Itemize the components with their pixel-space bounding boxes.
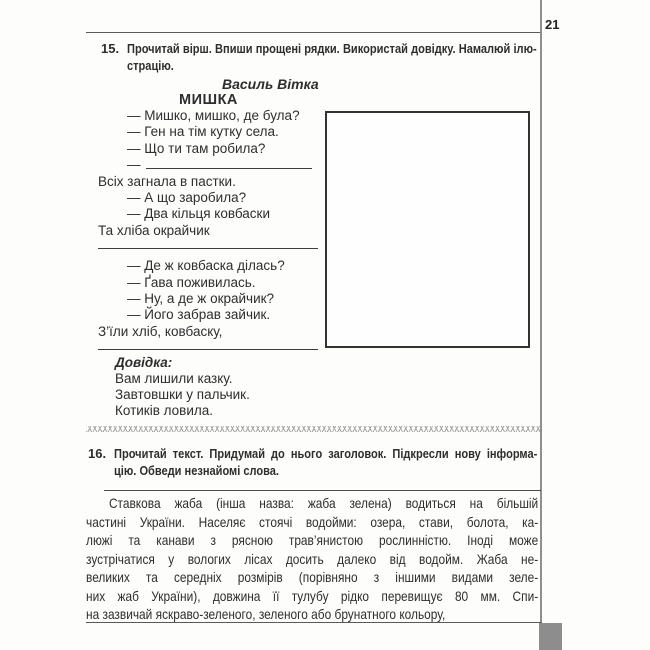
poem-line [98, 206, 322, 222]
exercise-15-number: 15. [101, 41, 120, 56]
reference-line: Вам лишили казку. [115, 371, 233, 386]
poem-line [98, 223, 322, 239]
exercise-15 [101, 41, 538, 74]
poem-line [98, 307, 322, 323]
poem-line-text: — Ґава поживилась. [127, 274, 256, 290]
paragraph-line: них жаб України), довжина її тулубу рідко перевищує 80 мм. Спи- [86, 587, 539, 604]
illustration-box [325, 111, 530, 348]
reference-items [115, 371, 250, 419]
paragraph-line: на зазвичай яскраво-зеленого, зеленого або брунатного кольору, [86, 606, 446, 622]
paragraph-line: зустрічатися у вологих лісах досить далеко від водойм. Жаба не- [86, 550, 539, 567]
poem-line [98, 291, 322, 307]
poem-line [98, 157, 322, 173]
bottom-rule [86, 622, 542, 623]
paragraph-line: люжі та канави з рясною трав’янистою рослинністю. Іноді може [86, 532, 539, 548]
poem-line [98, 275, 322, 291]
header-rule [86, 32, 542, 33]
section-divider-chain [86, 426, 542, 432]
reading-text [86, 494, 538, 624]
instruction-line: цію. Обведи незнайомі слова. [114, 462, 280, 478]
paragraph-line: Ставкова жаба (інша назва: жаба зелена) водиться на більшій [108, 495, 539, 511]
exercise-16-instruction [114, 446, 612, 479]
poem-line [98, 108, 322, 124]
poem-line-text: — [127, 157, 141, 173]
reference-line: Завтовшки у пальчик. [115, 387, 250, 402]
instruction-line: Прочитай текст. Придумай до нього заголовок. Підкресли нову інформа- [114, 446, 538, 461]
page-corner-tab [539, 623, 562, 650]
poem-line [98, 174, 322, 190]
poem-line [98, 190, 322, 206]
paragraph-line: частині України. Населяє стоячі водойми: озера, стави, болота, ка- [86, 513, 539, 530]
reference-line: Котиків ловила. [115, 403, 214, 418]
poem-line-text: — Мишко, мишко, де була? [127, 108, 300, 123]
poem-line-text: — Два кільця ковбаски [127, 206, 270, 222]
paragraph-line: великих та середніх розмірів (порівняно з іншими видами зеле- [86, 569, 539, 585]
instruction-line: страцію. [127, 57, 174, 73]
poem-line-text: З’їли хліб, ковбаску, [98, 323, 223, 339]
poem-line-text: — Ген на тім кутку села. [127, 124, 279, 140]
poem-line [98, 124, 322, 140]
poem [98, 108, 322, 359]
poem-line-text: — Його забрав зайчик. [127, 307, 271, 323]
poem-line [98, 258, 322, 274]
answer-blank-line [146, 158, 312, 169]
poem-line-text: — А що заробила? [127, 189, 247, 205]
page-edge-rule [540, 0, 542, 623]
poem-line [98, 141, 322, 157]
poem-line [98, 324, 322, 340]
instruction-line: Прочитай вірш. Впиши прощені рядки. Використай довідку. Намалюй ілю- [127, 41, 537, 56]
poem-title: МИШКА [179, 92, 238, 108]
poem-line-text: Та хліба окрайчик [98, 222, 210, 238]
exercise-15-instruction [127, 41, 609, 74]
poem-line-text: Всіх загнала в пастки. [98, 173, 236, 189]
title-answer-line [104, 484, 541, 491]
exercise-16-number: 16. [88, 446, 107, 461]
poem-line-text: — Де ж ковбаска ділась? [127, 258, 285, 274]
poem-line-text: — Що ти там робила? [127, 140, 266, 156]
page-number: 21 [545, 17, 560, 32]
poem-line [98, 239, 318, 249]
reference-block [115, 355, 250, 419]
exercise-16 [88, 446, 538, 479]
poem-author: Василь Вітка [222, 76, 319, 92]
poem-line [98, 340, 318, 350]
poem-line-text: — Ну, а де ж окрайчик? [127, 290, 275, 306]
reference-label: Довідка: [115, 355, 173, 370]
